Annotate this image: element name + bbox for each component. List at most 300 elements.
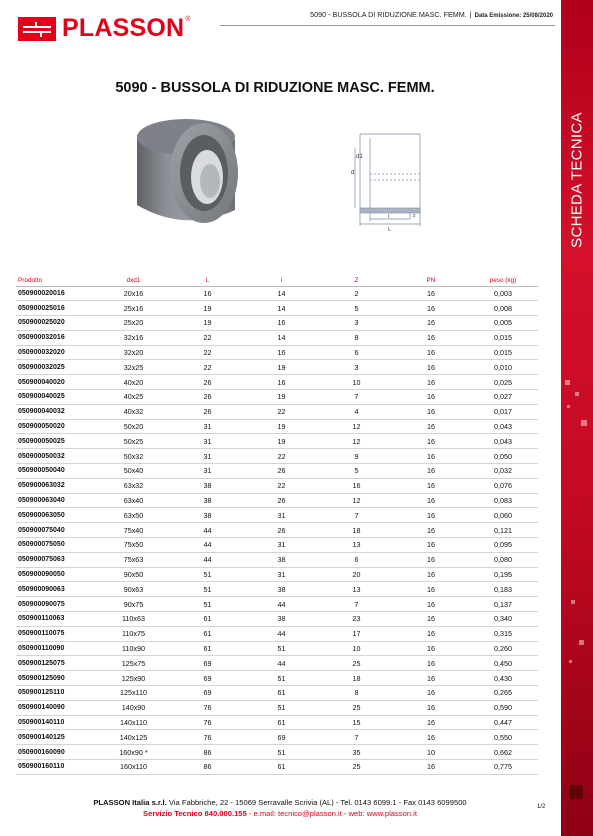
column-header: Prodotto (16, 275, 96, 286)
table-cell: 16 (394, 464, 468, 479)
table-cell: 16 (394, 538, 468, 553)
table-cell: 26 (244, 523, 319, 538)
product-code-cell: 050900075063 (16, 552, 96, 567)
footer-line-2 (0, 808, 560, 819)
table-cell: 7 (319, 390, 394, 405)
column-header: l (244, 275, 319, 286)
table-cell: 51 (171, 597, 244, 612)
table-cell: 16 (319, 478, 394, 493)
table-row (16, 390, 538, 405)
table-cell: 140x90 (96, 700, 171, 715)
table-cell: 160x110 (96, 760, 171, 775)
table-cell: 31 (171, 419, 244, 434)
table-cell: 0,008 (468, 301, 538, 316)
table-cell: 0,060 (468, 508, 538, 523)
table-cell: 160x90 * (96, 745, 171, 760)
product-code-cell: 050900025016 (16, 301, 96, 316)
column-header: Z (319, 275, 394, 286)
table-cell: 13 (319, 582, 394, 597)
product-code-cell: 050900063040 (16, 493, 96, 508)
table-row (16, 286, 538, 301)
table-cell: 38 (244, 582, 319, 597)
table-cell: 22 (171, 330, 244, 345)
table-cell: 38 (171, 478, 244, 493)
table-cell: 140x125 (96, 730, 171, 745)
table-cell: 18 (319, 523, 394, 538)
table-cell: 63x50 (96, 508, 171, 523)
table-cell: 26 (171, 390, 244, 405)
table-cell: 44 (244, 597, 319, 612)
table-cell: 0,017 (468, 404, 538, 419)
table-cell: 44 (171, 523, 244, 538)
table-cell: 63x32 (96, 478, 171, 493)
header-rule (220, 25, 555, 26)
table-cell: 13 (319, 538, 394, 553)
table-row (16, 523, 538, 538)
table-cell: 63x40 (96, 493, 171, 508)
table-cell: 25x16 (96, 301, 171, 316)
table-cell: 0,076 (468, 478, 538, 493)
table-cell: 7 (319, 508, 394, 523)
table-cell: 76 (171, 730, 244, 745)
table-cell: 25 (319, 760, 394, 775)
product-code-cell: 050900032016 (16, 330, 96, 345)
product-code-cell: 050900020016 (16, 286, 96, 301)
table-cell: 19 (171, 316, 244, 331)
company-address: Via Fabbriche, 22 - 15069 Serravalle Scrivia (AL) - Tel. 0143 6099.1 - Fax 0143 6099500 (168, 798, 467, 807)
table-cell: 61 (244, 686, 319, 701)
table-cell: 8 (319, 330, 394, 345)
table-cell: 16 (394, 434, 468, 449)
table-row (16, 552, 538, 567)
table-row (16, 316, 538, 331)
table-cell: 32x25 (96, 360, 171, 375)
table-cell: 10 (394, 745, 468, 760)
table-cell: 35 (319, 745, 394, 760)
table-cell: 19 (244, 434, 319, 449)
table-cell: 0,032 (468, 464, 538, 479)
table-cell: 125x90 (96, 671, 171, 686)
product-code-cell: 050900063050 (16, 508, 96, 523)
document-header (310, 10, 553, 19)
table-cell: 0,430 (468, 671, 538, 686)
sidebar-label: SCHEDA TECNICA (568, 112, 586, 248)
table-cell: 22 (244, 478, 319, 493)
table-cell: 16 (394, 449, 468, 464)
table-row (16, 360, 538, 375)
table-cell: 0,662 (468, 745, 538, 760)
table-cell: 69 (171, 656, 244, 671)
product-code-cell: 050900110075 (16, 626, 96, 641)
table-row (16, 700, 538, 715)
table-cell: 20x16 (96, 286, 171, 301)
page-title: 5090 - BUSSOLA DI RIDUZIONE MASC. FEMM. (115, 80, 435, 96)
table-cell: 125x75 (96, 656, 171, 671)
table-cell: 16 (394, 730, 468, 745)
table-cell: 0,550 (468, 730, 538, 745)
table-row (16, 375, 538, 390)
table-cell: 23 (319, 612, 394, 627)
table-row (16, 671, 538, 686)
table-cell: 86 (171, 760, 244, 775)
header-separator: | (469, 10, 472, 19)
table-row (16, 345, 538, 360)
table-cell: 16 (394, 360, 468, 375)
table-cell: 16 (394, 671, 468, 686)
table-cell: 16 (394, 316, 468, 331)
table-cell: 75x40 (96, 523, 171, 538)
table-cell: 16 (171, 286, 244, 301)
table-cell: 69 (171, 686, 244, 701)
table-cell: 6 (319, 552, 394, 567)
label-L: L (388, 227, 391, 233)
table-row (16, 760, 538, 775)
product-code-cell: 050900090063 (16, 582, 96, 597)
table-cell: 12 (319, 493, 394, 508)
product-code-cell: 050900040020 (16, 375, 96, 390)
table-cell: 90x63 (96, 582, 171, 597)
table-cell: 51 (171, 567, 244, 582)
column-header: dxd1 (96, 275, 171, 286)
product-code-cell: 050900140110 (16, 715, 96, 730)
product-code-cell: 050900110090 (16, 641, 96, 656)
table-cell: 0,315 (468, 626, 538, 641)
table-cell: 5 (319, 464, 394, 479)
table-cell: 16 (394, 508, 468, 523)
product-code-cell: 050900125110 (16, 686, 96, 701)
table-cell: 10 (319, 641, 394, 656)
table-cell: 0,447 (468, 715, 538, 730)
table-cell: 9 (319, 449, 394, 464)
product-code-cell: 050900040025 (16, 390, 96, 405)
table-row (16, 330, 538, 345)
table-cell: 19 (244, 390, 319, 405)
table-cell: 31 (171, 434, 244, 449)
table-cell: 61 (171, 612, 244, 627)
table-cell: 10 (319, 375, 394, 390)
table-cell: 16 (394, 345, 468, 360)
product-code-cell: 050900032020 (16, 345, 96, 360)
table-cell: 61 (244, 715, 319, 730)
table-cell: 16 (394, 612, 468, 627)
table-cell: 40x20 (96, 375, 171, 390)
table-cell: 16 (394, 404, 468, 419)
page-number: 1/2 (537, 804, 546, 810)
table-cell: 16 (394, 597, 468, 612)
table-cell: 86 (171, 745, 244, 760)
technical-drawing (330, 128, 435, 233)
table-cell: 31 (244, 567, 319, 582)
table-cell: 3 (319, 360, 394, 375)
table-cell: 16 (394, 419, 468, 434)
table-cell: 22 (171, 360, 244, 375)
label-z: z (413, 213, 416, 219)
table-row (16, 686, 538, 701)
table-cell: 26 (171, 404, 244, 419)
table-cell: 40x25 (96, 390, 171, 405)
table-cell: 16 (394, 523, 468, 538)
table-row (16, 597, 538, 612)
table-cell: 0,003 (468, 286, 538, 301)
table-cell: 110x75 (96, 626, 171, 641)
table-row (16, 449, 538, 464)
table-cell: 26 (244, 464, 319, 479)
table-cell: 50x40 (96, 464, 171, 479)
table-cell: 19 (244, 419, 319, 434)
table-cell: 0,590 (468, 700, 538, 715)
table-cell: 44 (244, 656, 319, 671)
table-cell: 110x63 (96, 612, 171, 627)
product-code-cell: 050900110063 (16, 612, 96, 627)
table-cell: 0,015 (468, 345, 538, 360)
table-cell: 125x110 (96, 686, 171, 701)
product-code-cell: 050900032025 (16, 360, 96, 375)
table-cell: 3 (319, 316, 394, 331)
table-cell: 15 (319, 715, 394, 730)
table-cell: 69 (244, 730, 319, 745)
table-cell: 31 (171, 449, 244, 464)
table-cell: 50x20 (96, 419, 171, 434)
table-cell: 32x20 (96, 345, 171, 360)
table-cell: 0,005 (468, 316, 538, 331)
table-cell: 16 (394, 286, 468, 301)
table-cell: 44 (171, 538, 244, 553)
table-cell: 0,015 (468, 330, 538, 345)
product-code-cell: 050900090075 (16, 597, 96, 612)
table-row (16, 656, 538, 671)
table-cell: 38 (244, 612, 319, 627)
table-cell: 25x20 (96, 316, 171, 331)
table-row (16, 301, 538, 316)
table-cell: 26 (244, 493, 319, 508)
table-cell: 75x50 (96, 538, 171, 553)
table-cell: 0,195 (468, 567, 538, 582)
table-row (16, 582, 538, 597)
table-cell: 16 (394, 582, 468, 597)
plasson-logo (18, 14, 190, 43)
table-cell: 8 (319, 686, 394, 701)
table-cell: 6 (319, 345, 394, 360)
table-cell: 16 (244, 375, 319, 390)
table-cell: 0,027 (468, 390, 538, 405)
table-cell: 90x50 (96, 567, 171, 582)
table-cell: 75x63 (96, 552, 171, 567)
table-cell: 16 (244, 316, 319, 331)
table-cell: 16 (394, 656, 468, 671)
table-row (16, 538, 538, 553)
table-cell: 22 (244, 449, 319, 464)
sidebar-band (561, 0, 593, 836)
table-cell: 22 (244, 404, 319, 419)
table-cell: 0,025 (468, 375, 538, 390)
table-cell: 51 (171, 582, 244, 597)
table-cell: 61 (171, 626, 244, 641)
product-code-cell: 050900140090 (16, 700, 96, 715)
table-cell: 0,260 (468, 641, 538, 656)
product-code-cell: 050900125075 (16, 656, 96, 671)
table-row (16, 626, 538, 641)
product-code-cell: 050900050020 (16, 419, 96, 434)
table-cell: 16 (394, 552, 468, 567)
table-cell: 51 (244, 700, 319, 715)
table-cell: 16 (394, 641, 468, 656)
product-code-cell: 050900140125 (16, 730, 96, 745)
table-cell: 50x25 (96, 434, 171, 449)
table-cell: 16 (394, 301, 468, 316)
table-cell: 31 (244, 508, 319, 523)
table-cell: 69 (171, 671, 244, 686)
table-cell: 16 (394, 626, 468, 641)
product-code-cell: 050900040032 (16, 404, 96, 419)
table-cell: 0,183 (468, 582, 538, 597)
table-cell: 14 (244, 286, 319, 301)
table-cell: 140x110 (96, 715, 171, 730)
product-code-cell: 050900025020 (16, 316, 96, 331)
table-cell: 2 (319, 286, 394, 301)
doc-reference: 5090 - BUSSOLA DI RIDUZIONE MASC. FEMM. (310, 10, 467, 19)
table-cell: 61 (244, 760, 319, 775)
table-cell: 5 (319, 301, 394, 316)
table-header-row (16, 275, 538, 286)
table-cell: 12 (319, 419, 394, 434)
table-cell: 0,080 (468, 552, 538, 567)
service-phone: Servizio Tecnico 840.000.155 (143, 809, 247, 818)
table-cell: 7 (319, 730, 394, 745)
issue-date: Data Emissione: 25/08/2020 (474, 13, 553, 19)
table-cell: 0,775 (468, 760, 538, 775)
label-d: d (351, 170, 355, 176)
table-cell: 16 (394, 686, 468, 701)
table-row (16, 478, 538, 493)
table-cell: 50x32 (96, 449, 171, 464)
product-code-cell: 050900050025 (16, 434, 96, 449)
table-cell: 16 (394, 700, 468, 715)
product-code-cell: 050900050032 (16, 449, 96, 464)
table-cell: 0,050 (468, 449, 538, 464)
table-cell: 16 (394, 330, 468, 345)
table-cell: 38 (171, 508, 244, 523)
table-cell: 22 (171, 345, 244, 360)
product-code-cell: 050900075040 (16, 523, 96, 538)
table-cell: 0,121 (468, 523, 538, 538)
table-cell: 76 (171, 700, 244, 715)
table-cell: 7 (319, 597, 394, 612)
footer-line-1 (0, 797, 560, 808)
table-cell: 31 (244, 538, 319, 553)
product-code-cell: 050900075050 (16, 538, 96, 553)
product-code-cell: 050900160110 (16, 760, 96, 775)
table-cell: 0,043 (468, 434, 538, 449)
table-cell: 26 (171, 375, 244, 390)
table-row (16, 404, 538, 419)
label-l-small: l (388, 214, 390, 220)
product-code-cell: 050900050040 (16, 464, 96, 479)
table-cell: 0,095 (468, 538, 538, 553)
table-cell: 44 (244, 626, 319, 641)
table-cell: 31 (171, 464, 244, 479)
table-row (16, 730, 538, 745)
table-row (16, 493, 538, 508)
table-cell: 18 (319, 671, 394, 686)
table-cell: 0,137 (468, 597, 538, 612)
table-row (16, 745, 538, 760)
table-cell: 61 (171, 641, 244, 656)
table-cell: 0,083 (468, 493, 538, 508)
table-row (16, 641, 538, 656)
table-row (16, 567, 538, 582)
table-cell: 17 (319, 626, 394, 641)
product-table (16, 275, 538, 775)
table-cell: 14 (244, 330, 319, 345)
table-cell: 16 (244, 345, 319, 360)
registered-mark: ® (185, 16, 191, 23)
label-d1: d1 (356, 154, 363, 160)
table-cell: 16 (394, 493, 468, 508)
table-cell: 16 (394, 390, 468, 405)
table-cell: 51 (244, 641, 319, 656)
table-cell: 0,010 (468, 360, 538, 375)
table-row (16, 508, 538, 523)
company-name: PLASSON Italia s.r.l. (93, 798, 167, 807)
table-cell: 110x90 (96, 641, 171, 656)
table-cell: 16 (394, 715, 468, 730)
table-cell: 20 (319, 567, 394, 582)
table-cell: 16 (394, 567, 468, 582)
table-cell: 25 (319, 700, 394, 715)
table-cell: 0,043 (468, 419, 538, 434)
table-cell: 0,265 (468, 686, 538, 701)
product-code-cell: 050900160090 (16, 745, 96, 760)
table-cell: 25 (319, 656, 394, 671)
table-row (16, 715, 538, 730)
table-cell: 4 (319, 404, 394, 419)
table-cell: 16 (394, 375, 468, 390)
table-cell: 0,450 (468, 656, 538, 671)
brand-name: PLASSON (62, 14, 185, 42)
table-cell: 14 (244, 301, 319, 316)
column-header: peso (kg) (468, 275, 538, 286)
table-cell: 44 (171, 552, 244, 567)
product-code-cell: 050900090050 (16, 567, 96, 582)
table-cell: 90x75 (96, 597, 171, 612)
product-code-cell: 050900125090 (16, 671, 96, 686)
table-cell: 0,340 (468, 612, 538, 627)
table-row (16, 612, 538, 627)
footer (0, 797, 560, 819)
product-photo (125, 115, 250, 235)
table-cell: 19 (244, 360, 319, 375)
column-header: L (171, 275, 244, 286)
table-cell: 40x32 (96, 404, 171, 419)
table-cell: 32x16 (96, 330, 171, 345)
column-header: PN (394, 275, 468, 286)
table-cell: 19 (171, 301, 244, 316)
table-cell: 51 (244, 671, 319, 686)
table-cell: 12 (319, 434, 394, 449)
table-row (16, 434, 538, 449)
table-cell: 38 (171, 493, 244, 508)
table-cell: 16 (394, 478, 468, 493)
table-row (16, 464, 538, 479)
table-cell: 16 (394, 760, 468, 775)
product-code-cell: 050900063032 (16, 478, 96, 493)
table-row (16, 419, 538, 434)
table-cell: 38 (244, 552, 319, 567)
contact-info: - e.mail: tecnico@plasson.it - web: www.plasson.it (248, 809, 417, 818)
table-cell: 76 (171, 715, 244, 730)
table-cell: 51 (244, 745, 319, 760)
plasson-logo-icon (18, 17, 56, 41)
